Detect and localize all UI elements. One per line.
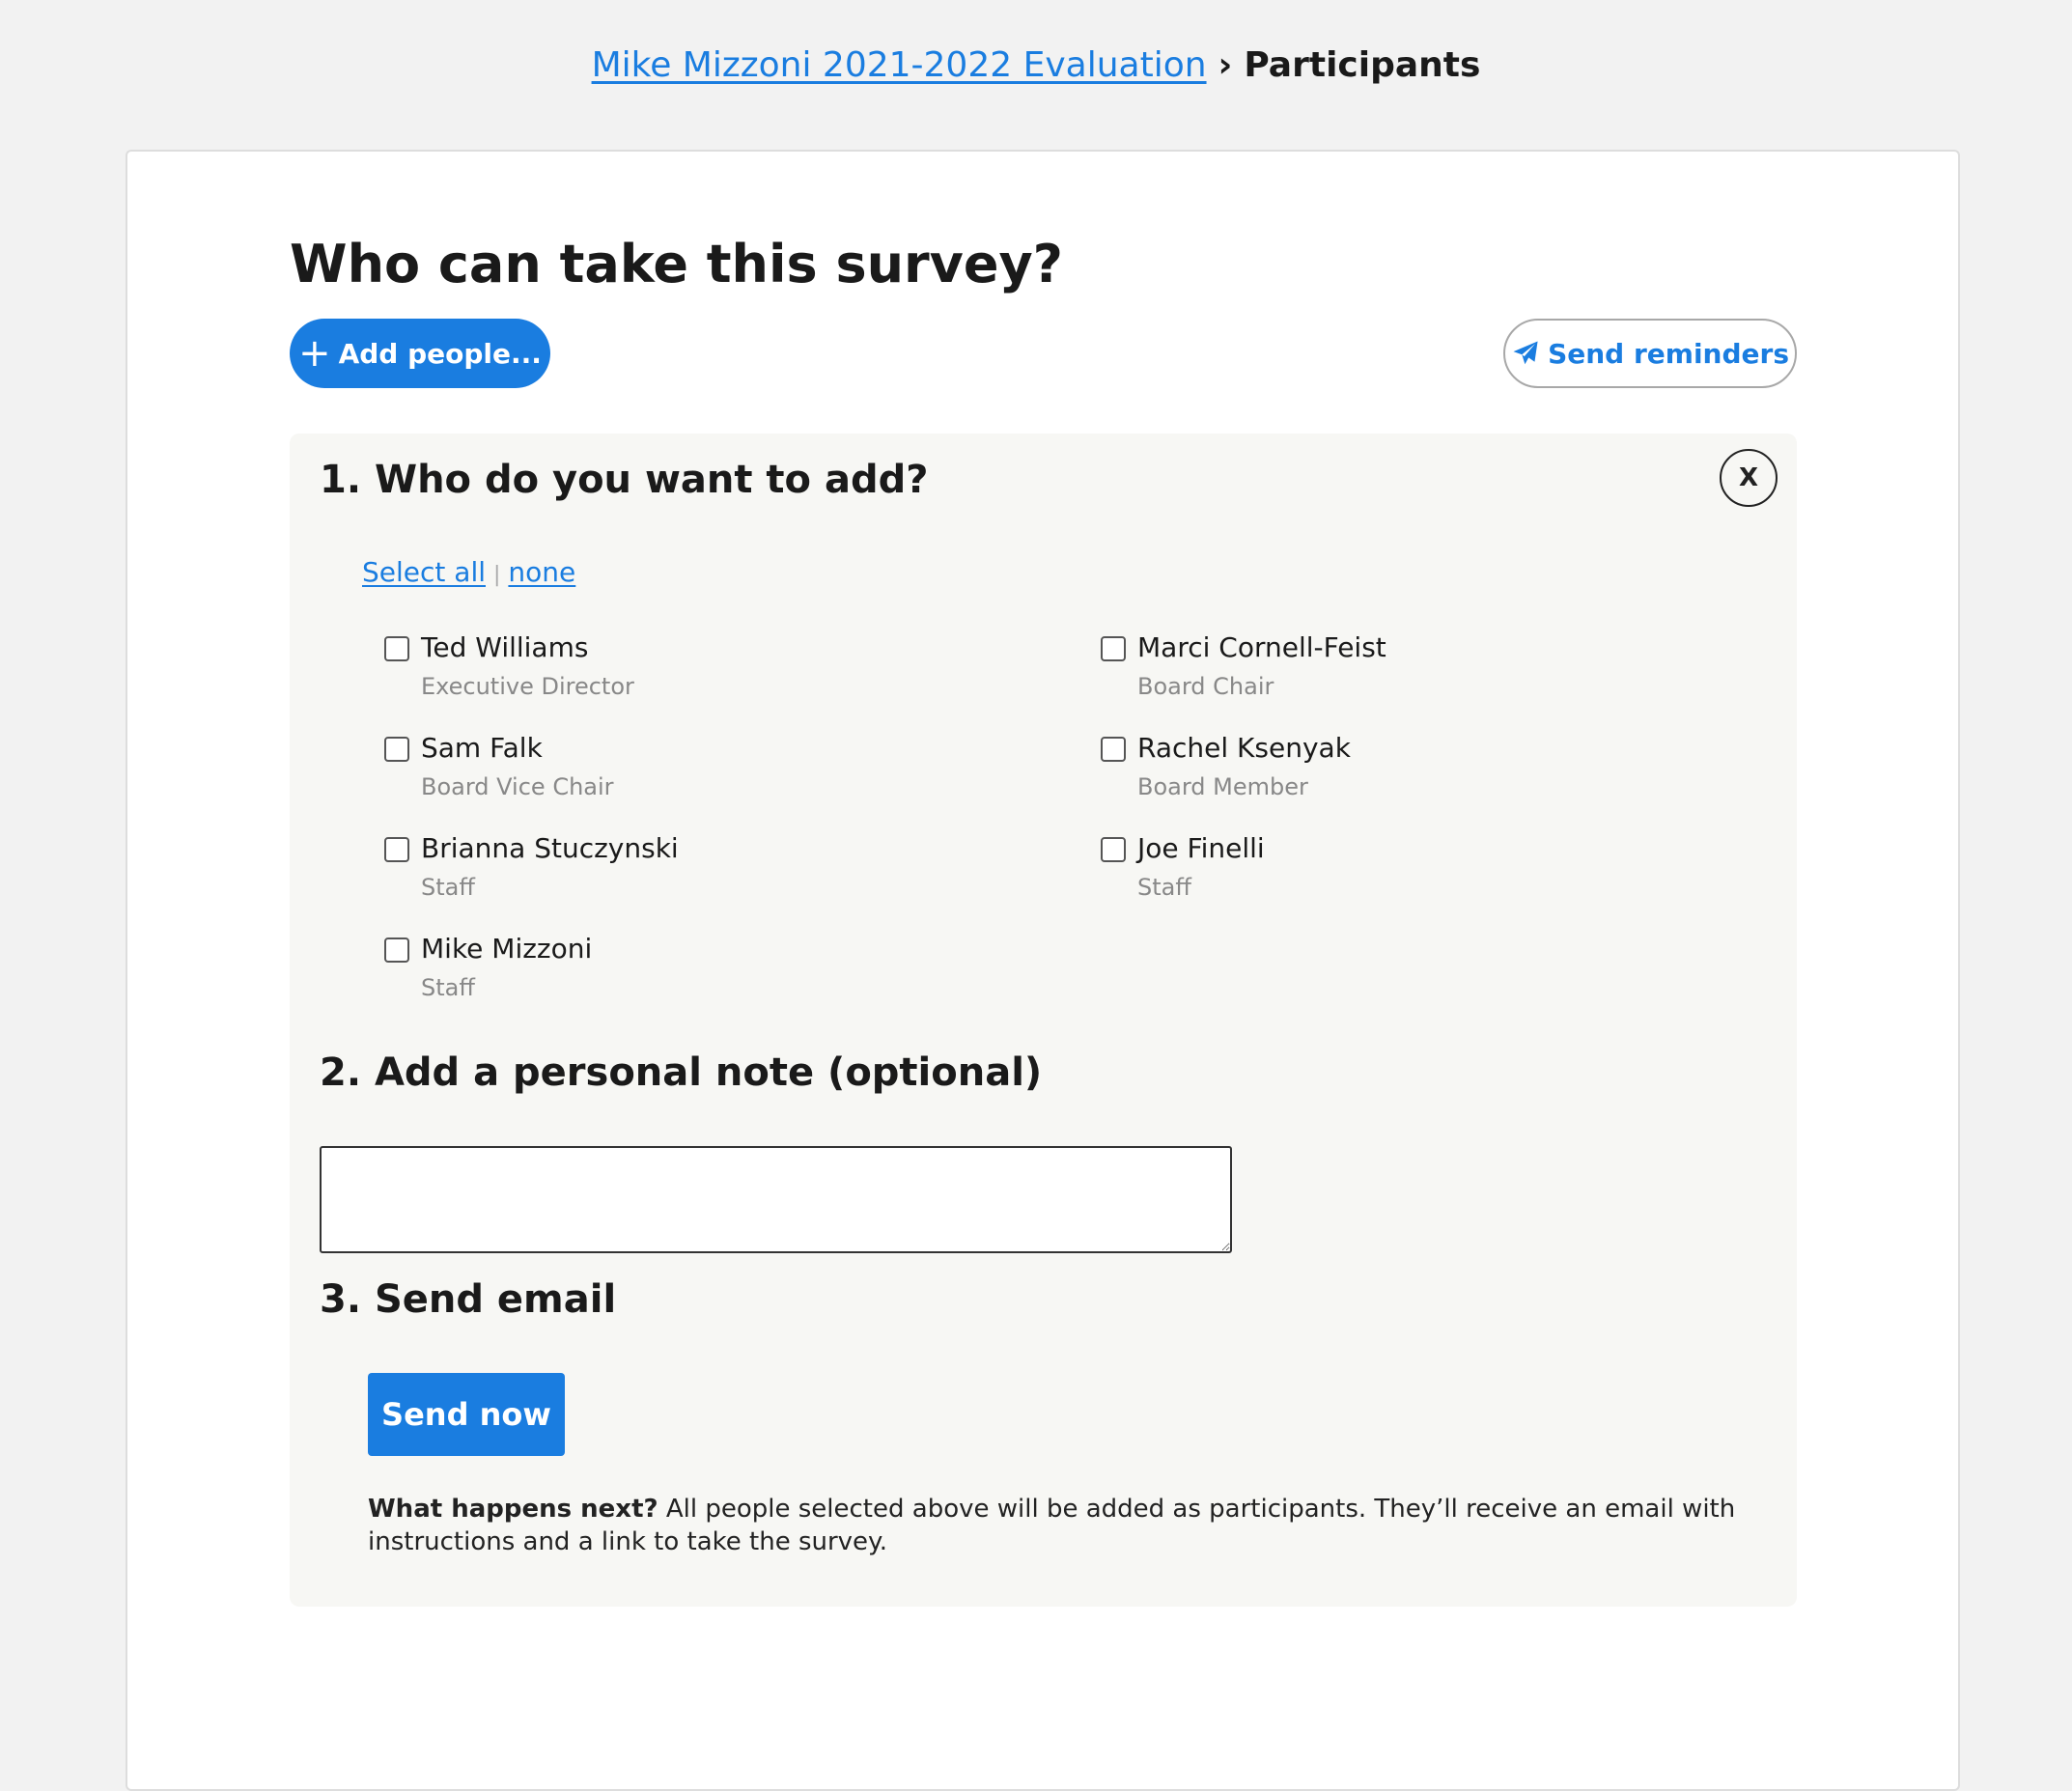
participant-option[interactable] bbox=[384, 727, 925, 824]
participants-card bbox=[126, 150, 1960, 1791]
participant-role: Executive Director bbox=[421, 673, 634, 700]
participant-option[interactable] bbox=[1101, 727, 1641, 824]
participant-checkbox[interactable] bbox=[384, 737, 409, 762]
close-panel-button[interactable]: X bbox=[1720, 449, 1778, 507]
add-people-panel bbox=[290, 434, 1797, 1607]
breadcrumb-separator: › bbox=[1218, 45, 1233, 85]
participant-name[interactable]: Joe Finelli bbox=[1137, 832, 1265, 864]
participant-option[interactable] bbox=[384, 827, 925, 924]
breadcrumb-evaluation-link[interactable]: Mike Mizzoni 2021-2022 Evaluation bbox=[591, 45, 1207, 85]
participant-checkbox[interactable] bbox=[1101, 737, 1126, 762]
participant-checkbox[interactable] bbox=[1101, 636, 1126, 661]
send-reminders-button[interactable] bbox=[1503, 319, 1797, 388]
participant-checkbox[interactable] bbox=[384, 937, 409, 963]
participant-name[interactable]: Marci Cornell-Feist bbox=[1137, 631, 1386, 663]
participant-name[interactable]: Sam Falk bbox=[421, 732, 543, 764]
select-all-link[interactable]: Select all bbox=[362, 556, 486, 588]
participant-checkbox[interactable] bbox=[384, 837, 409, 862]
participant-option[interactable] bbox=[384, 928, 925, 1024]
step3-heading: 3. Send email bbox=[320, 1277, 617, 1322]
participant-name[interactable]: Brianna Stuczynski bbox=[421, 832, 679, 864]
participant-option[interactable] bbox=[1101, 627, 1641, 723]
participant-option[interactable] bbox=[384, 627, 925, 723]
participant-name[interactable]: Rachel Ksenyak bbox=[1137, 732, 1351, 764]
next-steps-info bbox=[368, 1493, 1739, 1558]
participant-checkbox[interactable] bbox=[384, 636, 409, 661]
send-reminders-label: Send reminders bbox=[1548, 337, 1789, 370]
next-steps-label: What happens next? bbox=[368, 1495, 658, 1524]
select-links bbox=[362, 553, 575, 595]
participant-name[interactable]: Mike Mizzoni bbox=[421, 933, 593, 965]
select-divider: | bbox=[493, 563, 501, 587]
participant-role: Board Vice Chair bbox=[421, 773, 614, 800]
add-people-label: Add people... bbox=[338, 337, 542, 370]
breadcrumb-current: Participants bbox=[1244, 45, 1481, 85]
step2-heading: 2. Add a personal note (optional) bbox=[320, 1050, 1043, 1095]
personal-note-input[interactable] bbox=[320, 1146, 1232, 1253]
send-now-button[interactable]: Send now bbox=[368, 1373, 565, 1456]
participant-name[interactable]: Ted Williams bbox=[421, 631, 589, 663]
participant-role: Staff bbox=[1137, 874, 1191, 901]
participant-option[interactable] bbox=[1101, 827, 1641, 924]
participant-checkbox[interactable] bbox=[1101, 837, 1126, 862]
next-steps-text: All people selected above will be added as participants. They’ll receive an email with instructions and a link to take the survey. bbox=[368, 1495, 1736, 1556]
step1-heading: 1. Who do you want to add? bbox=[320, 458, 929, 502]
select-none-link[interactable]: none bbox=[508, 556, 576, 588]
participant-role: Board Member bbox=[1137, 773, 1308, 800]
add-people-button[interactable] bbox=[290, 319, 550, 388]
page-title: Who can take this survey? bbox=[290, 234, 1064, 294]
plus-icon: + bbox=[298, 331, 331, 376]
breadcrumb bbox=[0, 39, 2072, 93]
paper-plane-icon bbox=[1511, 337, 1540, 370]
participant-role: Staff bbox=[421, 974, 475, 1001]
participant-role: Staff bbox=[421, 874, 475, 901]
participant-role: Board Chair bbox=[1137, 673, 1274, 700]
